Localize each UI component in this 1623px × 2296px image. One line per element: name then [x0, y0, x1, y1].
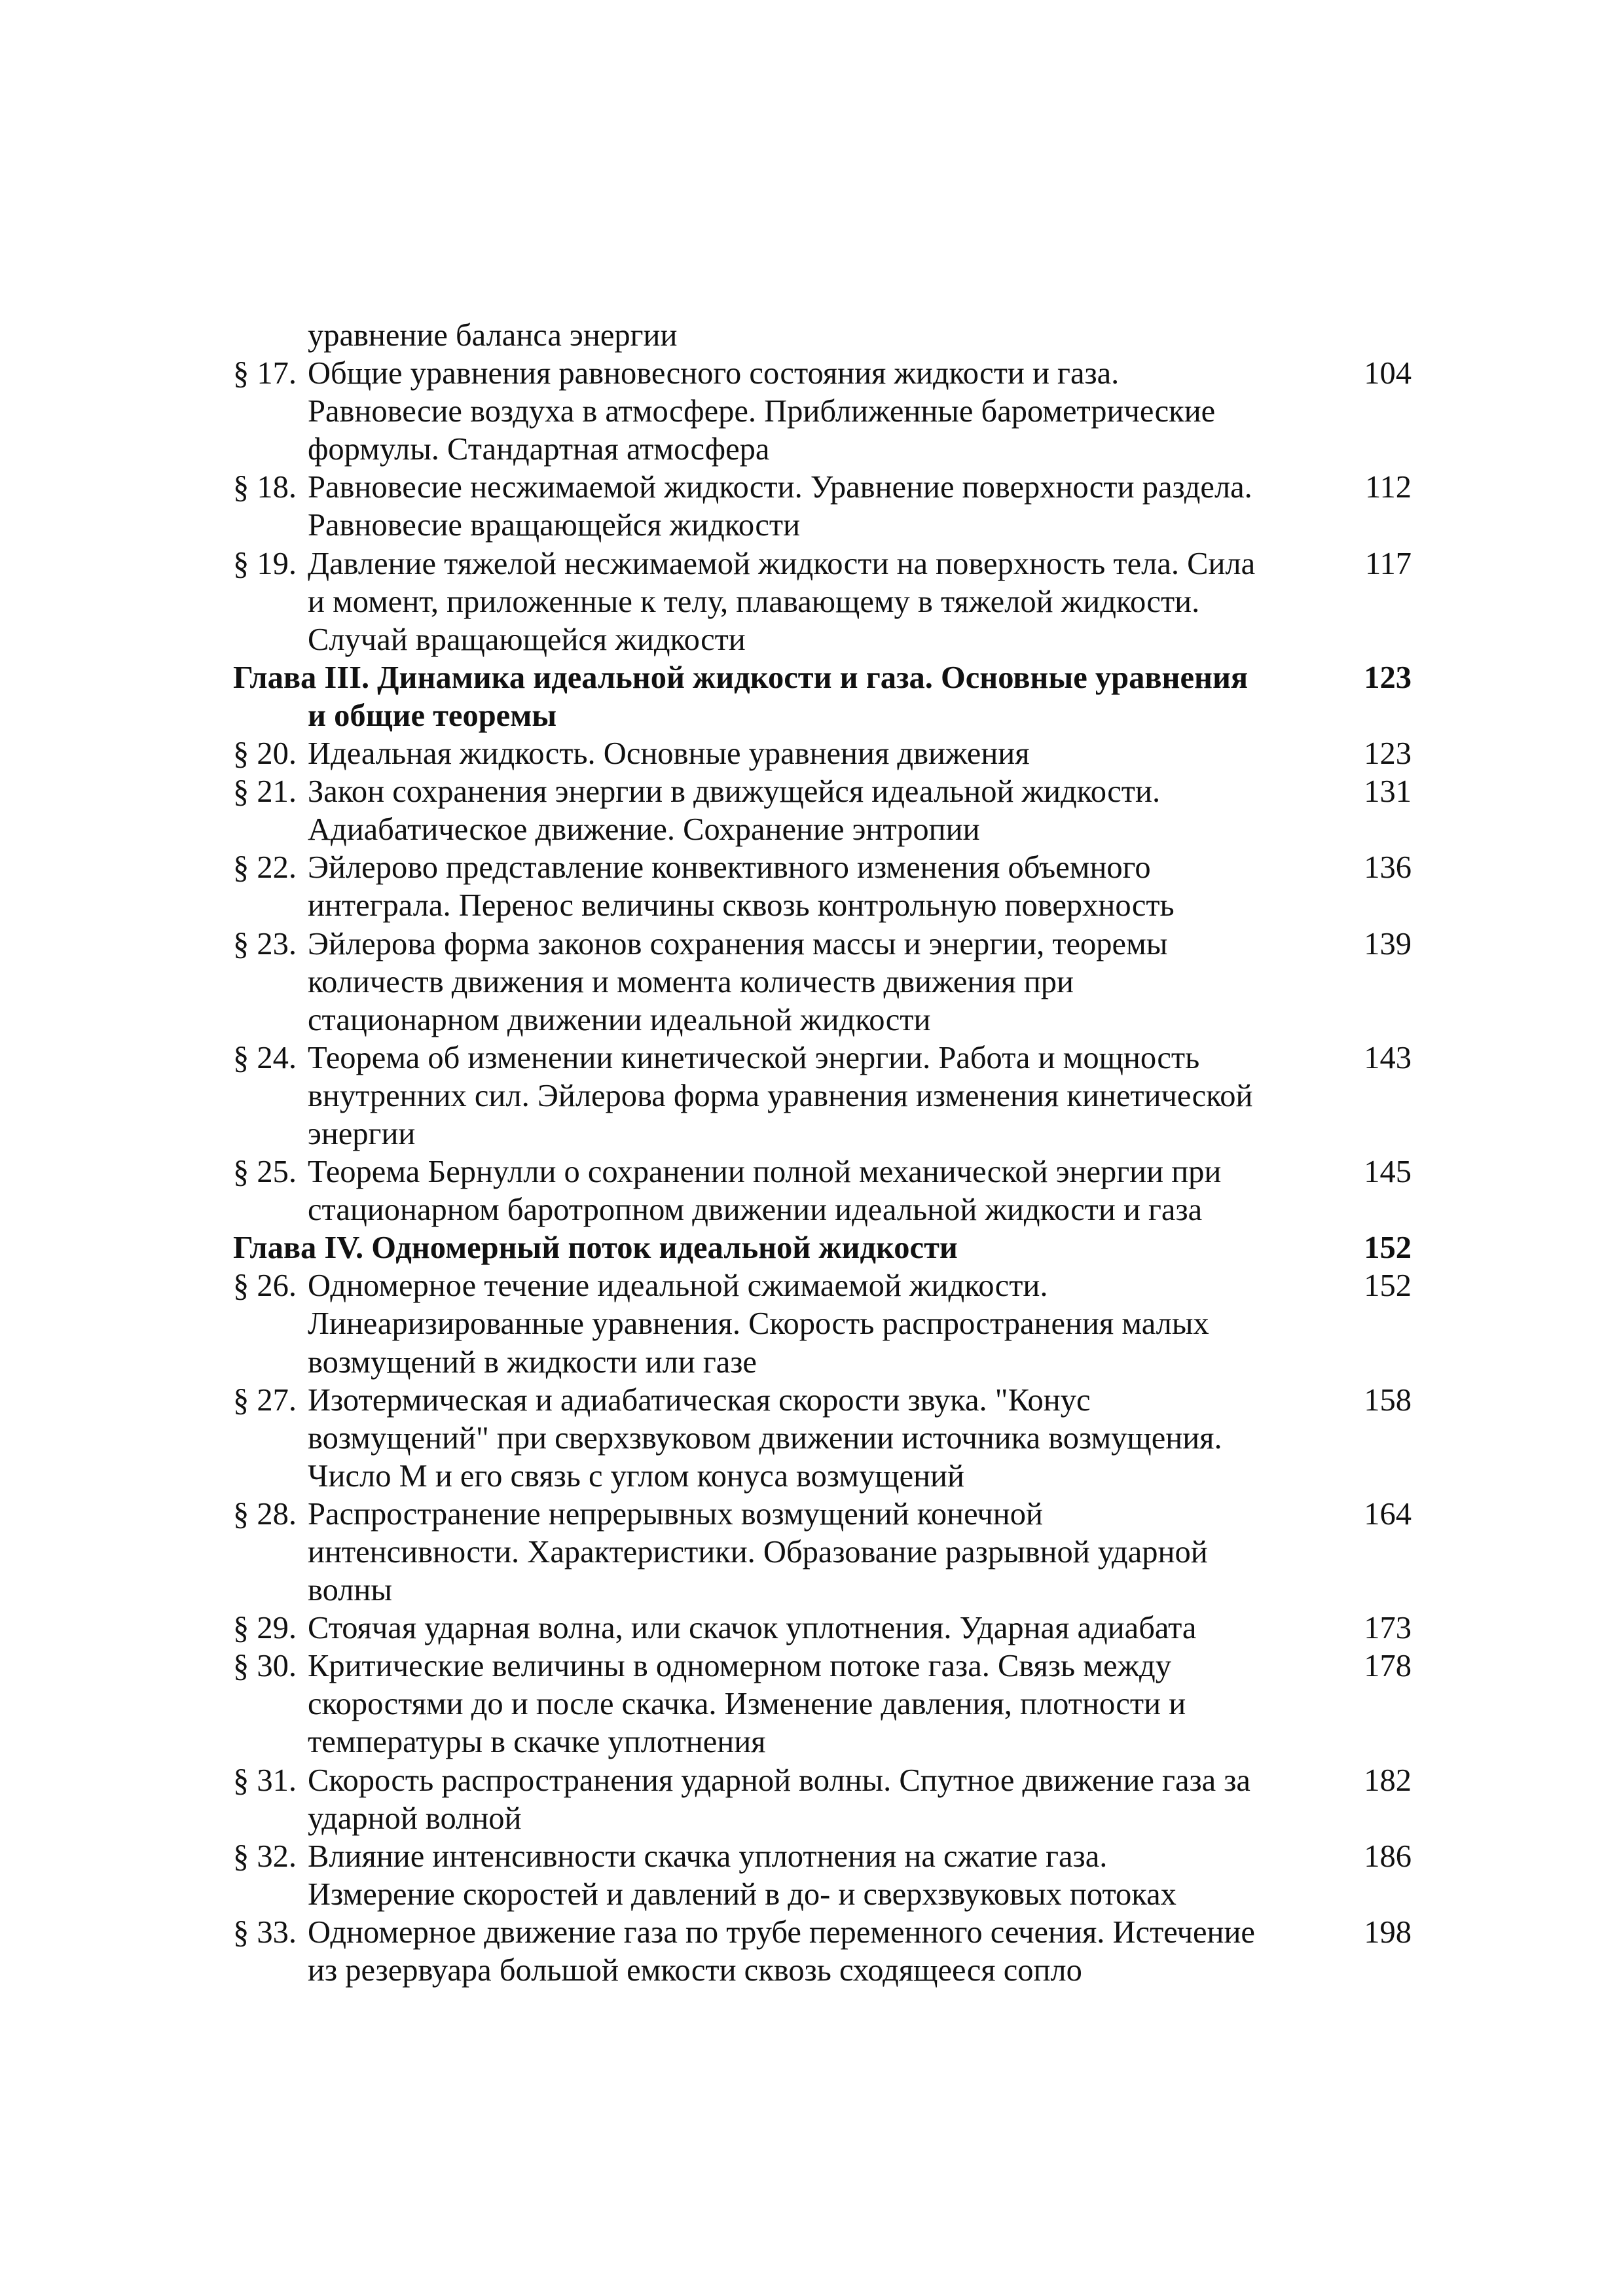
entry-title-line: Линеаризированные уравнения. Скорость распространения малых: [308, 1306, 1209, 1342]
entry-number: § 32.: [233, 1839, 297, 1874]
entry-title-line: скоростями до и после скачка. Изменение давления, плотности и: [308, 1687, 1186, 1722]
entry-page-number: 178: [1364, 1649, 1412, 1684]
toc-section-entry: [233, 849, 1412, 925]
toc-chapter-entry: [233, 1229, 1412, 1267]
entry-title-line: Случай вращающейся жидкости: [308, 622, 746, 657]
entry-title-line: Динамика идеальной жидкости и газа. Основные уравнения: [377, 660, 1249, 695]
toc-section-entry: [233, 1838, 1412, 1914]
entry-title-line: из резервуара большой емкости сквозь сходящееся сопло: [308, 1953, 1082, 1988]
entry-title-line: Влияние интенсивности скачка уплотнения на сжатие газа.: [308, 1839, 1108, 1874]
entry-title-line: температуры в скачке уплотнения: [308, 1725, 766, 1760]
entry-number: § 20.: [233, 736, 297, 772]
entry-number: § 26.: [233, 1268, 297, 1304]
entry-title: [308, 1496, 1305, 1609]
toc-section-entry: [233, 773, 1412, 849]
entry-page-number: 158: [1364, 1382, 1412, 1418]
entry-title: [308, 1382, 1305, 1496]
entry-title-line: Критические величины в одномерном потоке газа. Связь между: [308, 1649, 1171, 1684]
entry-title-line: Теорема Бернулли о сохранении полной механической энергии при: [308, 1155, 1222, 1190]
entry-page-number: 104: [1364, 356, 1412, 391]
entry-title-line: Равновесие вращающейся жидкости: [308, 508, 801, 543]
entry-number: § 30.: [233, 1649, 297, 1684]
toc-section-entry: [233, 1762, 1412, 1838]
toc-section-entry: [233, 1039, 1412, 1153]
entry-title-line: Одномерное движение газа по трубе переменного сечения. Истечение: [308, 1914, 1255, 1950]
entry-number: § 31.: [233, 1763, 297, 1798]
entry-number: § 29.: [233, 1611, 297, 1646]
entry-page-number: 152: [1364, 1230, 1412, 1266]
entry-page-number: 123: [1364, 660, 1412, 695]
entry-title-line: возмущений" при сверхзвуковом движении источника возмущения.: [308, 1420, 1222, 1456]
entry-title-line: возмущений в жидкости или газе: [308, 1344, 757, 1380]
entry-title: [308, 1914, 1305, 1990]
entry-title-line: энергии: [308, 1116, 416, 1151]
entry-title-line: Изотермическая и адиабатическая скорости звука. "Конус: [308, 1382, 1091, 1418]
entry-title: [308, 1153, 1305, 1229]
entry-title-line: волны: [308, 1573, 392, 1608]
entry-number: § 18.: [233, 470, 297, 505]
entry-title-line: стационарном баротропном движении идеальной жидкости и газа: [308, 1193, 1203, 1228]
entry-page-number: 136: [1364, 850, 1412, 886]
entry-title: [308, 925, 1305, 1039]
entry-number: § 27.: [233, 1382, 297, 1418]
entry-title: [308, 659, 1305, 735]
entry-title: [308, 355, 1305, 469]
entry-title-line: Равновесие воздуха в атмосфере. Приближенные барометрические: [308, 394, 1216, 429]
entry-page-number: 145: [1364, 1155, 1412, 1190]
entry-title-line: Стоячая ударная волна, или скачок уплотнения. Ударная адиабата: [308, 1611, 1197, 1646]
entry-title: [308, 317, 1305, 355]
entry-number: § 22.: [233, 850, 297, 886]
entry-page-number: 131: [1364, 774, 1412, 810]
entry-title-line: Теорема об изменении кинетической энергии. Работа и мощность: [308, 1040, 1200, 1075]
entry-title-line: внутренних сил. Эйлерова форма уравнения изменения кинетической: [308, 1078, 1253, 1113]
entry-page-number: 173: [1364, 1611, 1412, 1646]
entry-title: [308, 1039, 1305, 1153]
entry-number: § 23.: [233, 926, 297, 961]
toc-section-entry: [233, 735, 1412, 773]
entry-title: [308, 1267, 1305, 1381]
entry-title-line: Одномерный поток идеальной жидкости: [371, 1230, 958, 1266]
entry-page-number: 117: [1365, 546, 1412, 581]
entry-page-number: 186: [1364, 1839, 1412, 1874]
toc-section-entry: [233, 355, 1412, 469]
entry-title: [308, 1762, 1305, 1838]
entry-number: § 21.: [233, 774, 297, 810]
entry-page-number: 143: [1364, 1040, 1412, 1075]
table-of-contents: [233, 317, 1412, 1990]
entry-title-line: и общие теоремы: [308, 698, 557, 733]
entry-title-line: Эйлерова форма законов сохранения массы и энергии, теоремы: [308, 926, 1168, 961]
entry-title: [308, 1609, 1305, 1647]
toc-continuation-entry: [233, 317, 1412, 355]
entry-title-line: Скорость распространения ударной волны. Спутное движение газа за: [308, 1763, 1250, 1798]
entry-title-line: Адиабатическое движение. Сохранение энтропии: [308, 812, 980, 848]
entry-title-line: Эйлерово представление конвективного изменения объемного: [308, 850, 1151, 886]
entry-title: [308, 849, 1305, 925]
entry-title-line: стационарном движении идеальной жидкости: [308, 1002, 931, 1037]
entry-title-line: Равновесие несжимаемой жидкости. Уравнение поверхности раздела.: [308, 470, 1252, 505]
entry-title-line: Число М и его связь с углом конуса возмущений: [308, 1458, 964, 1494]
entry-number: § 33.: [233, 1914, 297, 1950]
entry-title-line: интеграла. Перенос величины сквозь контрольную поверхность: [308, 888, 1175, 924]
entry-title-line: и момент, приложенные к телу, плавающему в тяжелой жидкости.: [308, 584, 1200, 619]
entry-title-line: Одномерное течение идеальной сжимаемой жидкости.: [308, 1268, 1048, 1304]
entry-title-line: Давление тяжелой несжимаемой жидкости на поверхность тела. Сила: [308, 546, 1256, 581]
toc-section-entry: [233, 469, 1412, 545]
entry-page-number: 123: [1364, 736, 1412, 772]
entry-page-number: 152: [1364, 1268, 1412, 1304]
toc-section-entry: [233, 1647, 1412, 1761]
entry-title-line: Идеальная жидкость. Основные уравнения движения: [308, 736, 1030, 772]
toc-section-entry: [233, 1382, 1412, 1496]
entry-number: § 19.: [233, 546, 297, 581]
entry-title-line: Измерение скоростей и давлений в до- и сверхзвуковых потоках: [308, 1876, 1176, 1912]
toc-section-entry: [233, 1267, 1412, 1381]
entry-title-line: уравнение баланса энергии: [308, 318, 678, 353]
entry-title-line: ударной волной: [308, 1801, 522, 1836]
entry-number: § 24.: [233, 1040, 297, 1075]
entry-title: [308, 1838, 1305, 1914]
entry-title-line: количеств движения и момента количеств движения при: [308, 964, 1074, 999]
entry-title-line: интенсивности. Характеристики. Образование разрывной ударной: [308, 1535, 1208, 1570]
entry-title: [308, 545, 1305, 659]
entry-page-number: 182: [1364, 1763, 1412, 1798]
entry-title: [371, 1229, 1305, 1267]
entry-page-number: 164: [1364, 1496, 1412, 1532]
toc-section-entry: [233, 1609, 1412, 1647]
toc-section-entry: [233, 1914, 1412, 1990]
toc-chapter-entry: [233, 659, 1412, 735]
entry-title: [308, 735, 1305, 773]
entry-number: Глава IV.: [233, 1230, 364, 1266]
entry-page-number: 139: [1364, 926, 1412, 961]
entry-title: [308, 1647, 1305, 1761]
entry-number: § 17.: [233, 356, 297, 391]
entry-title-line: Закон сохранения энергии в движущейся идеальной жидкости.: [308, 774, 1161, 810]
toc-section-entry: [233, 1153, 1412, 1229]
entry-title-line: Общие уравнения равновесного состояния жидкости и газа.: [308, 356, 1120, 391]
toc-section-entry: [233, 925, 1412, 1039]
entry-number: § 25.: [233, 1155, 297, 1190]
toc-section-entry: [233, 545, 1412, 659]
entry-title-line: формулы. Стандартная атмосфера: [308, 432, 770, 467]
entry-number: § 28.: [233, 1496, 297, 1532]
entry-title: [308, 773, 1305, 849]
entry-page-number: 112: [1365, 470, 1412, 505]
entry-title: [308, 469, 1305, 545]
entry-title-line: Распространение непрерывных возмущений конечной: [308, 1496, 1043, 1532]
entry-number: Глава III.: [233, 660, 370, 695]
toc-section-entry: [233, 1496, 1412, 1609]
entry-page-number: 198: [1364, 1914, 1412, 1950]
